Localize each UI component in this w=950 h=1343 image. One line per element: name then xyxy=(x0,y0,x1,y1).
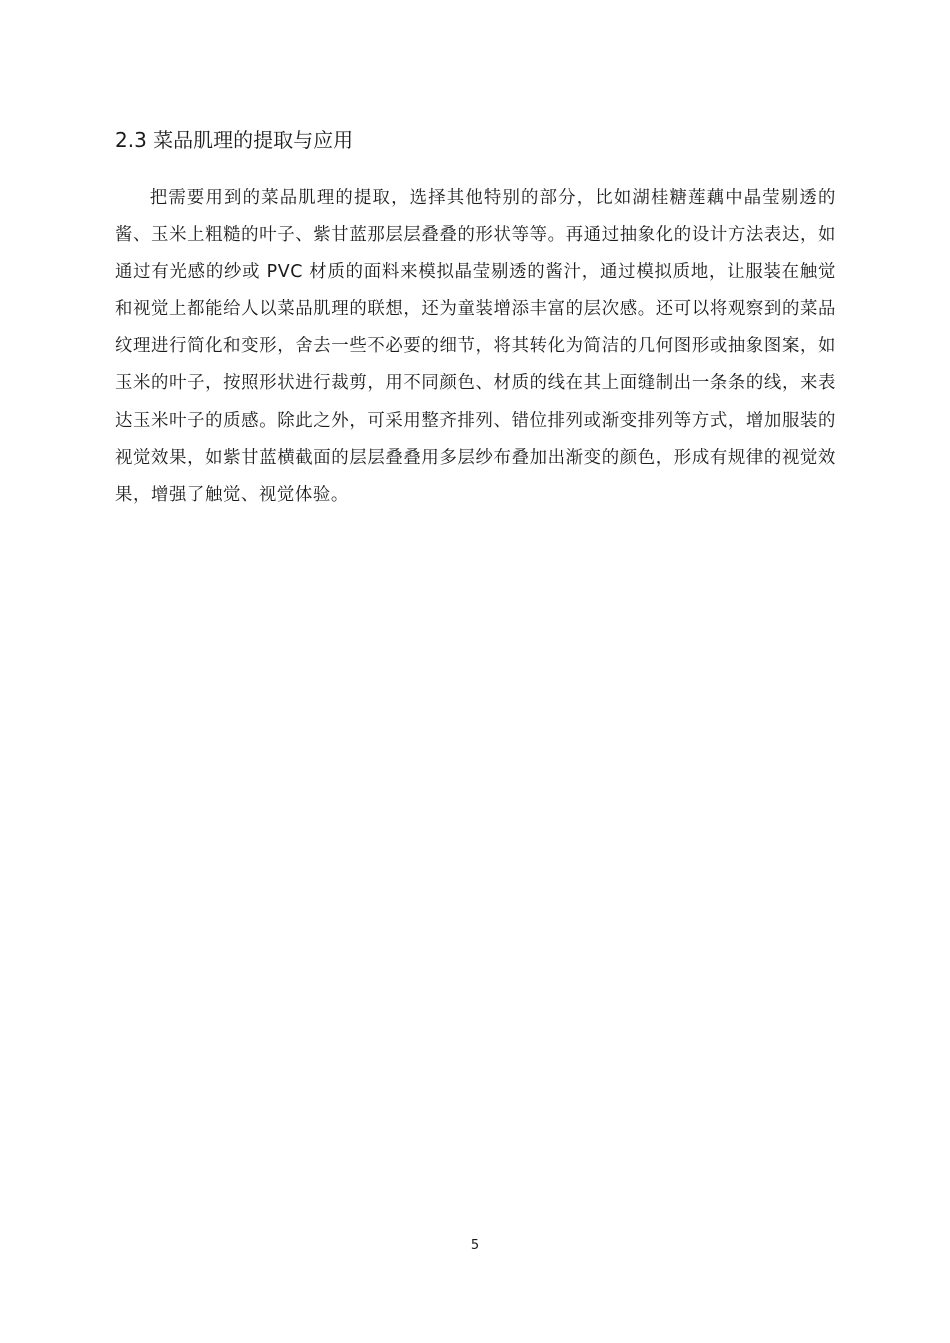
section-heading: 2.3 菜品肌理的提取与应用 xyxy=(115,128,354,152)
page-number: 5 xyxy=(470,1238,480,1253)
body-paragraph: 把需要用到的菜品肌理的提取，选择其他特别的部分，比如湖桂糖莲藕中晶莹剔透的酱、玉米上粗糙的叶子、紫甘蓝那层层叠叠的形状等等。再通过抽象化的设计方法表达，如通过有光感的纱或 PVC 材质的面料来模拟晶莹剔透的酱汁，通过模拟质地，让服装在触觉和视觉上都能给人以菜品肌理的联想，还为童装增添丰富的层次感。还可以将观察到的菜品纹理进行简化和变形，舍去一些不必要的细节，将其转化为简洁的几何图形或抽象图案，如玉米的叶子，按照形状进行裁剪，用不同颜色、材质的线在其上面缝制出一条条的线，来表达玉米叶子的质感。除此之外，可采用整齐排列、错位排列或渐变排列等方式，增加服装的视觉效果，如紫甘蓝横截面的层层叠叠用多层纱布叠加出渐变的颜色，形成有规律的视觉效果，增强了触觉、视觉体验。 xyxy=(115,188,836,505)
